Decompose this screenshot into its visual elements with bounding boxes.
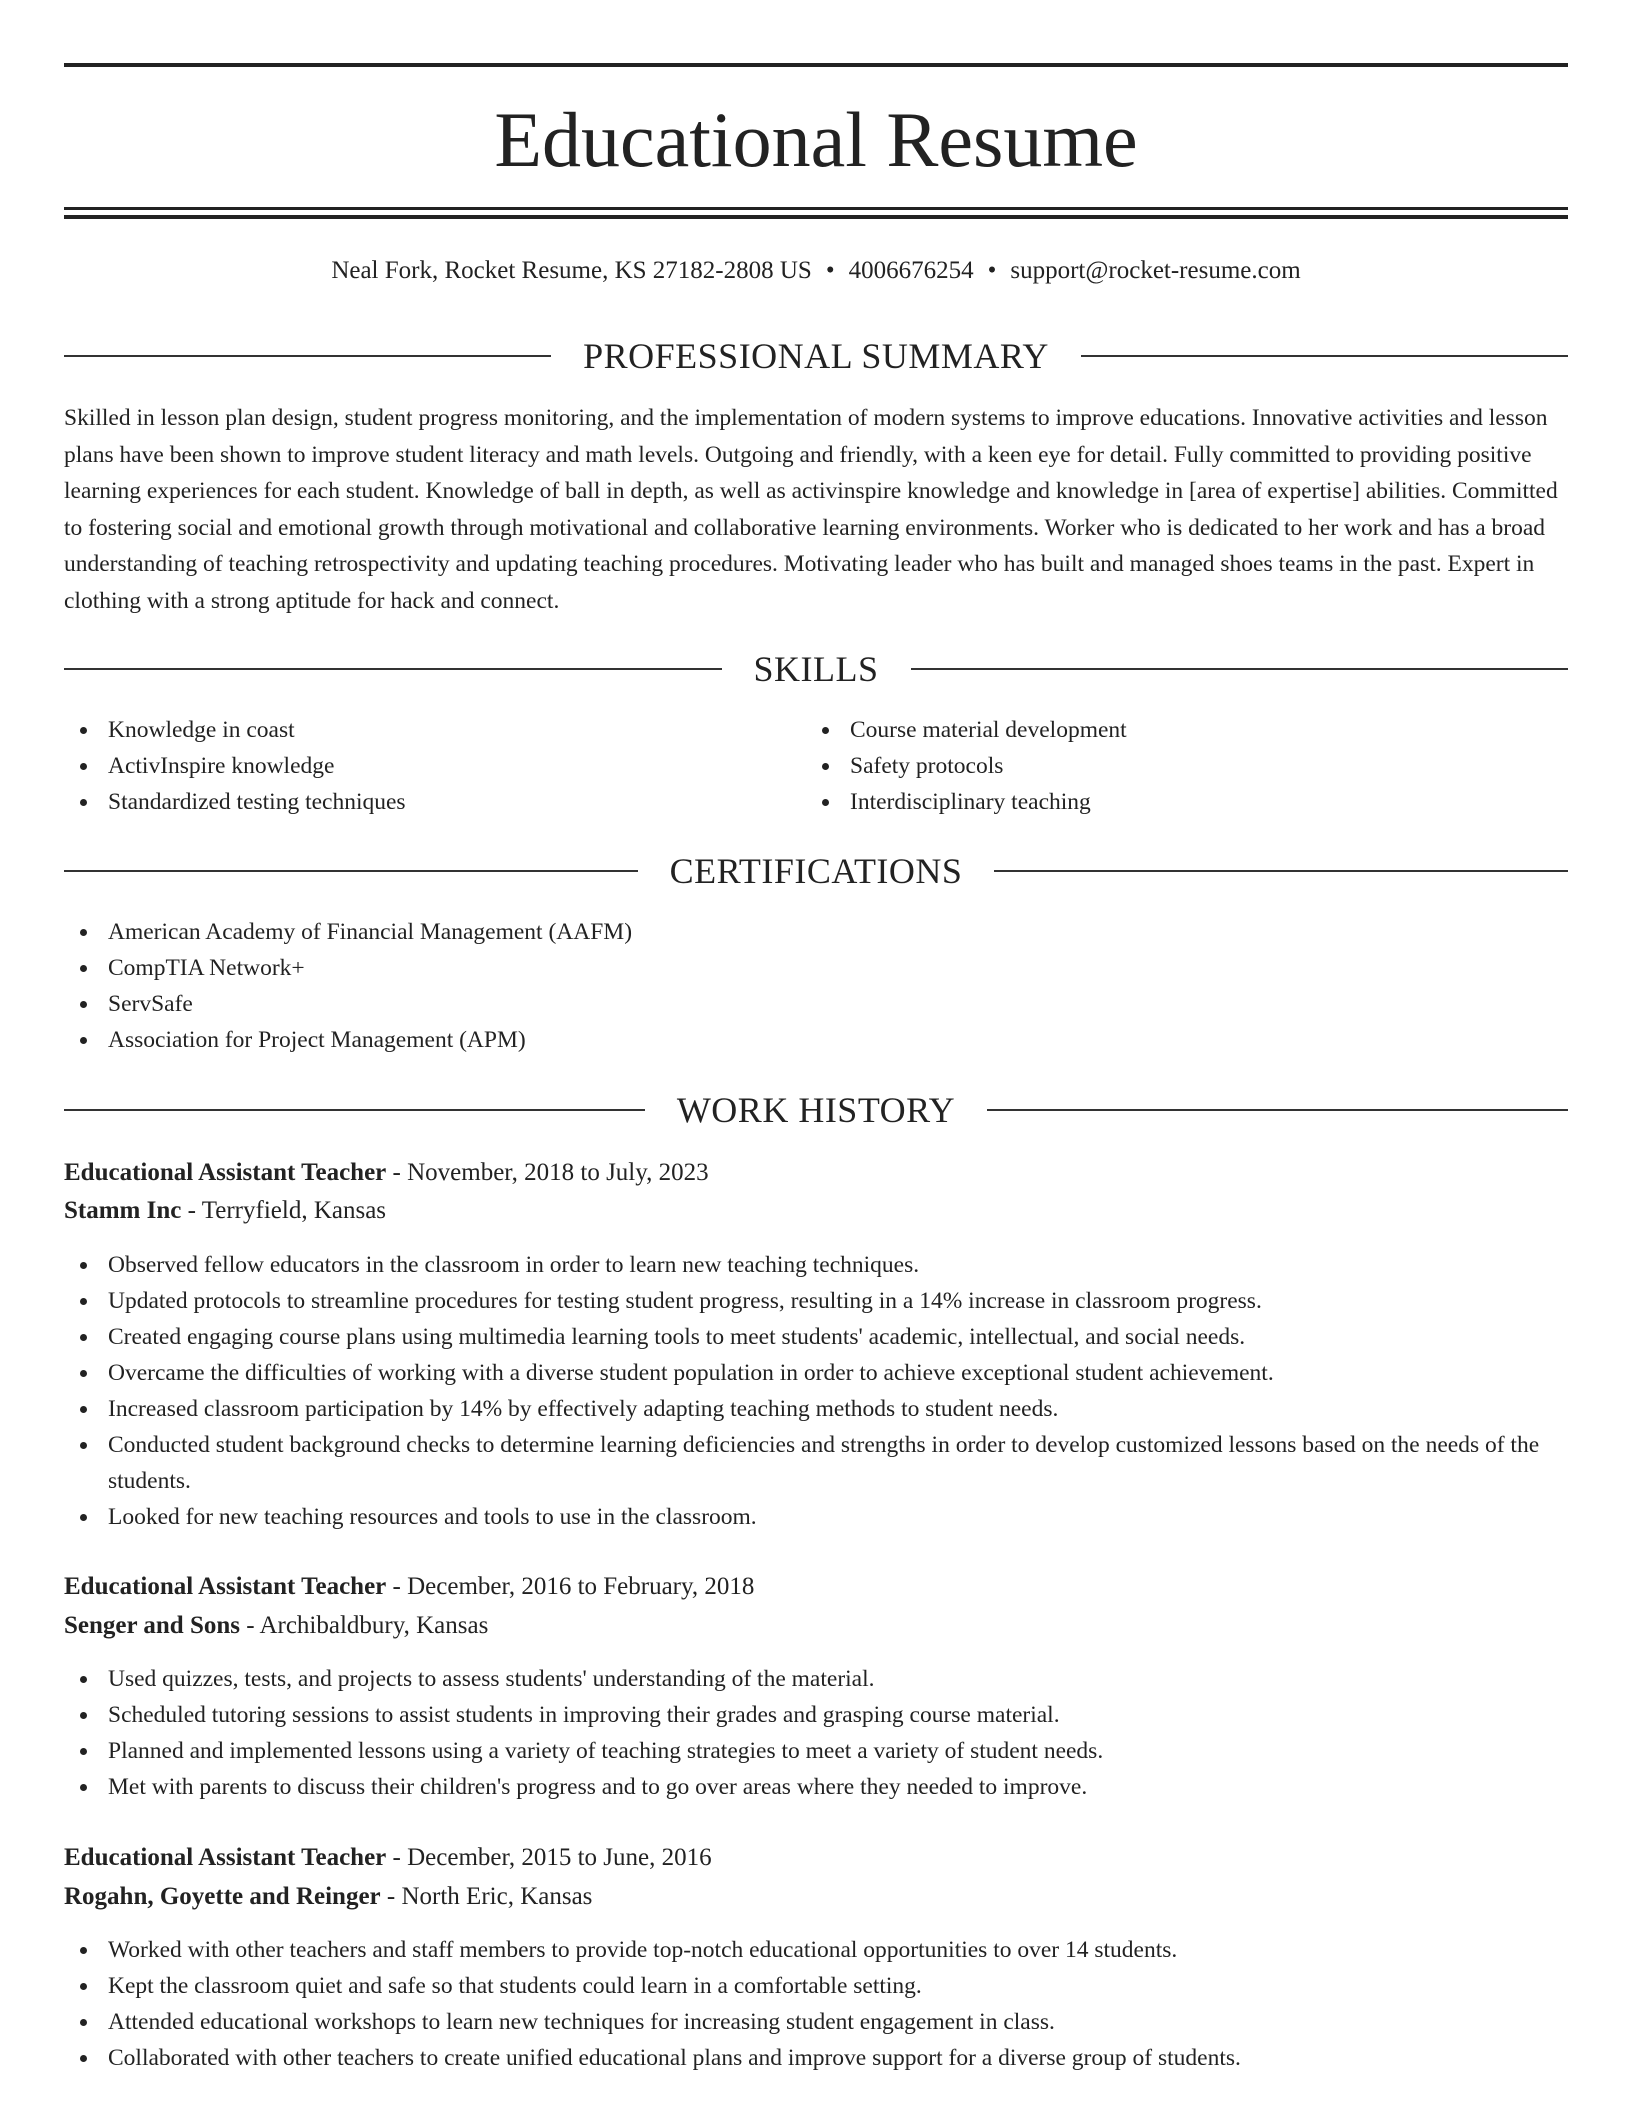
- job-title: Educational Assistant Teacher: [64, 1573, 387, 1600]
- heading-rule: [64, 1109, 645, 1111]
- job-company-line: [64, 1608, 1568, 1644]
- certification-item: Association for Project Management (APM): [64, 1022, 1568, 1058]
- top-rule: [64, 63, 1568, 67]
- job-bullet: Increased classroom participation by 14% by effectively adapting teaching methods to student needs.: [64, 1391, 1568, 1427]
- heading-rule: [1081, 355, 1568, 357]
- heading-text: WORK HISTORY: [676, 1090, 956, 1130]
- job-company: Stamm Inc: [64, 1197, 182, 1224]
- skill-item: Standardized testing techniques: [64, 784, 804, 820]
- heading-rule: [64, 668, 722, 670]
- job-bullet: Planned and implemented lessons using a variety of teaching strategies to meet a variety of student needs.: [64, 1733, 1568, 1769]
- contact-line: [64, 254, 1568, 288]
- heading-text: PROFESSIONAL SUMMARY: [583, 336, 1049, 376]
- job-title-line: [64, 1569, 1568, 1605]
- job-bullet: Used quizzes, tests, and projects to assess students' understanding of the material.: [64, 1661, 1568, 1697]
- job-bullet: Updated protocols to streamline procedures for testing student progress, resulting in a 14% increase in classroom progress.: [64, 1283, 1568, 1319]
- summary-text: Skilled in lesson plan design, student progress monitoring, and the implementation of modern systems to improve educations. Innovative activities and lesson plans have been shown to improve student literacy and math levels. Outgoing and friendly, with a keen eye for detail. Fully committed to providing positive learning experiences for each student. Knowledge of ball in depth, as well as activinspire knowledge and knowledge in [area of expertise] abilities. Committed to fostering social and emotional growth through motivational and collaborative learning environments. Worker who is dedicated to her work and has a broad understanding of teaching retrospectivity and updating teaching procedures. Motivating leader who has built and managed shoes teams in the past. Expert in clothing with a strong aptitude for hack and connect.: [64, 405, 1558, 614]
- skill-item: Interdisciplinary teaching: [806, 784, 1566, 820]
- job-bullet: Looked for new teaching resources and tools to use in the classroom.: [64, 1499, 1568, 1535]
- job-bullet: Scheduled tutoring sessions to assist students in improving their grades and grasping course material.: [64, 1697, 1568, 1733]
- job-company: Rogahn, Goyette and Reinger: [64, 1883, 381, 1910]
- job-bullet: Attended educational workshops to learn new techniques for increasing student engagement in class.: [64, 2004, 1568, 2040]
- skill-item: ActivInspire knowledge: [64, 748, 804, 784]
- heading-text: SKILLS: [753, 649, 879, 689]
- job-title: Educational Assistant Teacher: [64, 1844, 387, 1871]
- job-bullet: Created engaging course plans using multimedia learning tools to meet students' academic, intellectual, and social needs.: [64, 1319, 1568, 1355]
- job-location: - Terryfield, Kansas: [181, 1197, 387, 1224]
- section-heading-skills: [64, 647, 1568, 691]
- job-location: - Archibaldbury, Kansas: [240, 1612, 489, 1639]
- job-bullet: Overcame the difficulties of working with a diverse student population in order to achieve exceptional student achievement.: [64, 1355, 1568, 1391]
- section-heading-work-history: [64, 1088, 1568, 1132]
- job-location: - North Eric, Kansas: [380, 1883, 593, 1910]
- job-bullets: [64, 1932, 1568, 2076]
- certification-item: American Academy of Financial Management (AAFM): [64, 914, 1568, 950]
- job-company-line: [64, 1193, 1568, 1229]
- heading-text: CERTIFICATIONS: [669, 851, 963, 891]
- heading-rule: [64, 870, 638, 872]
- job-bullet: Worked with other teachers and staff members to provide top-notch educational opportunities to over 14 students.: [64, 1932, 1568, 1968]
- job-company-line: [64, 1879, 1568, 1915]
- heading-rule: [911, 668, 1569, 670]
- job-dates: - November, 2018 to July, 2023: [386, 1159, 709, 1186]
- title-rule-upper: [64, 207, 1568, 210]
- certifications-list: [64, 914, 1568, 1058]
- skill-item: Safety protocols: [806, 748, 1566, 784]
- title-rule-lower: [64, 215, 1568, 219]
- job-bullets: [64, 1661, 1568, 1805]
- contact-separator: •: [987, 257, 997, 284]
- contact-email: support@rocket-resume.com: [1010, 257, 1301, 284]
- job-dates: - December, 2016 to February, 2018: [386, 1573, 755, 1600]
- resume-title: Educational Resume: [494, 96, 1138, 183]
- job-bullet: Conducted student background checks to determine learning deficiencies and strengths in order to develop customized lessons based on the needs of the students.: [64, 1427, 1568, 1499]
- contact-address: Neal Fork, Rocket Resume, KS 27182-2808 US: [331, 257, 812, 284]
- job-title: Educational Assistant Teacher: [64, 1159, 387, 1186]
- certification-item: CompTIA Network+: [64, 950, 1568, 986]
- job-dates: - December, 2015 to June, 2016: [386, 1844, 712, 1871]
- certification-item: ServSafe: [64, 986, 1568, 1022]
- section-heading-certifications: [64, 849, 1568, 893]
- job-title-line: [64, 1840, 1568, 1876]
- heading-rule: [987, 1109, 1568, 1111]
- skills-list-right: [806, 712, 1566, 820]
- section-heading-summary: [64, 334, 1568, 378]
- heading-rule: [994, 870, 1568, 872]
- contact-phone: 4006676254: [848, 257, 974, 284]
- job-company: Senger and Sons: [64, 1612, 240, 1639]
- skill-item: Course material development: [806, 712, 1566, 748]
- job-bullet: Kept the classroom quiet and safe so that students could learn in a comfortable setting.: [64, 1968, 1568, 2004]
- skill-item: Knowledge in coast: [64, 712, 804, 748]
- heading-rule: [64, 355, 551, 357]
- job-bullet: Collaborated with other teachers to create unified educational plans and improve support for a diverse group of students.: [64, 2040, 1568, 2076]
- contact-separator: •: [825, 257, 835, 284]
- job-bullet: Met with parents to discuss their children's progress and to go over areas where they needed to improve.: [64, 1769, 1568, 1805]
- skills-list-left: [64, 712, 804, 820]
- job-bullets: [64, 1247, 1568, 1535]
- job-bullet: Observed fellow educators in the classroom in order to learn new teaching techniques.: [64, 1247, 1568, 1283]
- job-title-line: [64, 1155, 1568, 1191]
